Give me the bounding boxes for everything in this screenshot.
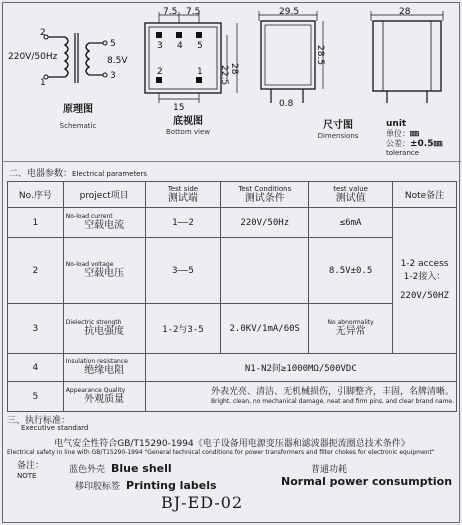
note-access-cn: 1-2接入： — [403, 272, 446, 282]
tolerance-cn: 公差： — [386, 139, 410, 148]
shell-note — [69, 462, 172, 475]
bottom-view-drawing — [145, 12, 237, 103]
standard-cn: 电气安全性符合GB/T15290-1994《电子设备用电源变压器和滤波器扼流圈总技术条件》 — [54, 439, 410, 449]
row3-cond: 2.0KV/1mA/60S — [221, 304, 309, 354]
row4-item-en: Insulation resistance — [65, 358, 128, 365]
table-row — [8, 304, 457, 354]
section-standard-cn: 三、执行标准： — [7, 416, 71, 426]
dim-width: 29.5 — [279, 7, 300, 17]
tolerance-value: ±0.5㎜ — [410, 139, 443, 149]
bottom-view-caption — [153, 117, 223, 137]
row2-no: 2 — [8, 238, 64, 304]
executive-standard — [7, 413, 457, 456]
row2-item-cn: 空载电压 — [84, 268, 125, 279]
standard-en: Electrical safety in line with GB/T15290-1994 "General technical conditions for power transformers and filter chokes for electronic equipment" — [7, 449, 435, 456]
bottom-dim-outer-height: 28 — [229, 63, 239, 75]
note-label-en: NOTE — [17, 472, 37, 480]
row2-side: 3——5 — [145, 238, 221, 304]
tolerance-en: tolerance — [386, 149, 420, 157]
section-electrical-title — [9, 166, 462, 179]
dimensions-caption — [303, 121, 373, 141]
note-value: 220V/50HZ — [400, 291, 449, 301]
table-row — [8, 238, 457, 304]
shell-cn: 蓝色外壳 — [69, 465, 106, 475]
dim-height: 28.5 — [315, 45, 325, 66]
schematic-caption — [43, 105, 113, 131]
row3-value-en: No abnormality — [327, 319, 374, 326]
note-access-en: 1-2 access — [400, 259, 449, 269]
schematic-output-label: 8.5V — [107, 56, 128, 66]
bottom-pin-1: 1 — [197, 67, 203, 77]
side-dim-width: 28 — [399, 7, 411, 17]
header-value-en: test value — [333, 185, 368, 193]
bottom-dim-width: 15 — [173, 103, 185, 113]
bottom-pin-2: 2 — [157, 67, 163, 77]
row1-no: 1 — [8, 208, 64, 238]
table-row — [8, 382, 457, 412]
note-cell — [393, 208, 457, 354]
row5-merged — [145, 382, 456, 412]
row1-value: ≤6mA — [309, 208, 393, 238]
unit-box — [386, 120, 443, 158]
row1-item-cn: 空载电流 — [84, 220, 125, 231]
header-value-cn: 测试值 — [335, 193, 366, 204]
header-conditions — [221, 182, 309, 208]
header-test-side-en: Test side — [167, 185, 199, 193]
row5-item-en: Appearance Quality — [65, 387, 126, 394]
row2-item — [63, 238, 145, 304]
table-row — [8, 208, 457, 238]
row1-cond: 220V/50Hz — [221, 208, 309, 238]
row1-item — [63, 208, 145, 238]
row5-item — [63, 382, 145, 412]
power-cn: 普通功耗 — [311, 465, 348, 475]
row3-value — [309, 304, 393, 354]
note-label-cn: 备注： — [17, 461, 45, 471]
row3-item-cn: 抗电强度 — [84, 326, 125, 337]
row4-item-cn: 绝缘电阻 — [84, 365, 125, 376]
header-note: Note备注 — [393, 182, 457, 208]
schematic-pin-1: 1 — [40, 78, 46, 88]
bottom-dim-right: 7.5 — [186, 7, 201, 17]
bottom-pin-4: 4 — [177, 41, 183, 51]
labels-note — [75, 479, 217, 492]
row5-item-cn: 外观质量 — [84, 394, 125, 405]
model-number: BJ-ED-02 — [161, 493, 244, 512]
dimensions-caption-cn: 尺寸图 — [323, 120, 353, 131]
row3-no: 3 — [8, 304, 64, 354]
row3-item — [63, 304, 145, 354]
dimensions-caption-en: Dimensions — [317, 132, 359, 140]
row4-merged: N1-N2间≥1000MΩ/500VDC — [145, 354, 456, 382]
bottom-pin-3: 3 — [157, 41, 163, 51]
row4-no: 4 — [8, 354, 64, 382]
header-test-side-cn: 测试端 — [167, 193, 198, 204]
header-conditions-en: Test Conditions — [238, 185, 292, 193]
spec-sheet — [2, 2, 460, 523]
row3-side: 1-2与3-5 — [145, 304, 221, 354]
bottom-view-caption-cn: 底视图 — [173, 116, 203, 127]
note-label — [17, 461, 44, 481]
schematic-caption-en: Schematic — [59, 122, 97, 130]
row5-no: 5 — [8, 382, 64, 412]
parameters-table — [7, 181, 457, 412]
bottom-view-caption-en: Bottom view — [165, 128, 211, 136]
unit-value: ㎜ — [410, 129, 420, 139]
header-conditions-cn: 测试条件 — [244, 193, 285, 204]
schematic-pin-5: 5 — [110, 39, 116, 49]
section-electrical-en: Electrical parameters — [72, 170, 148, 178]
row3-item-en: Dielectric strength — [65, 319, 122, 326]
labels-en: Printing labels — [126, 479, 217, 492]
side-view-drawing — [371, 11, 443, 103]
schematic-caption-cn: 原理图 — [63, 104, 93, 115]
table-row — [8, 354, 457, 382]
dimensions-drawing — [259, 11, 323, 103]
row2-value: 8.5V±0.5 — [309, 238, 393, 304]
row1-item-en: No-load current — [65, 213, 113, 220]
bottom-dim-height: 22.5 — [219, 65, 229, 86]
bottom-dim-left: 7.5 — [163, 7, 178, 17]
row2-item-en: No-load voltage — [65, 261, 114, 268]
section-electrical-cn: 二、电器参数： — [9, 169, 73, 179]
row1-side: 1——2 — [145, 208, 221, 238]
row4-item — [63, 354, 145, 382]
header-test-side — [145, 182, 221, 208]
row5-merged-en: Bright, clean, no mechanical damage, neat and firm pins, and clear brand name. — [210, 397, 454, 405]
unit-cn: 单位： — [386, 129, 410, 138]
row2-cond — [221, 238, 309, 304]
divider — [3, 161, 461, 162]
labels-cn: 移印胶标签 — [75, 482, 121, 492]
bottom-pin-5: 5 — [197, 41, 203, 51]
schematic-pin-3: 3 — [110, 71, 116, 81]
schematic-input-label: 220V/50Hz — [8, 52, 58, 62]
header-project: project项目 — [63, 182, 145, 208]
header-no: No.序号 — [8, 182, 64, 208]
drawings-area — [3, 3, 461, 161]
unit-en: unit — [386, 119, 407, 129]
row3-value-cn: 无异常 — [335, 326, 366, 337]
section-standard-en: Executive standard — [21, 424, 89, 432]
shell-en: Blue shell — [111, 462, 172, 475]
power-en: Normal power consumption — [281, 475, 453, 488]
dim-pin: 0.8 — [279, 99, 294, 109]
header-value — [309, 182, 393, 208]
row5-merged-cn: 外表光亮、清洁、无机械损伤，引脚整齐，丰固，名牌清晰。 — [210, 386, 454, 397]
schematic-pin-2: 2 — [40, 28, 46, 38]
table-header-row — [8, 182, 457, 208]
